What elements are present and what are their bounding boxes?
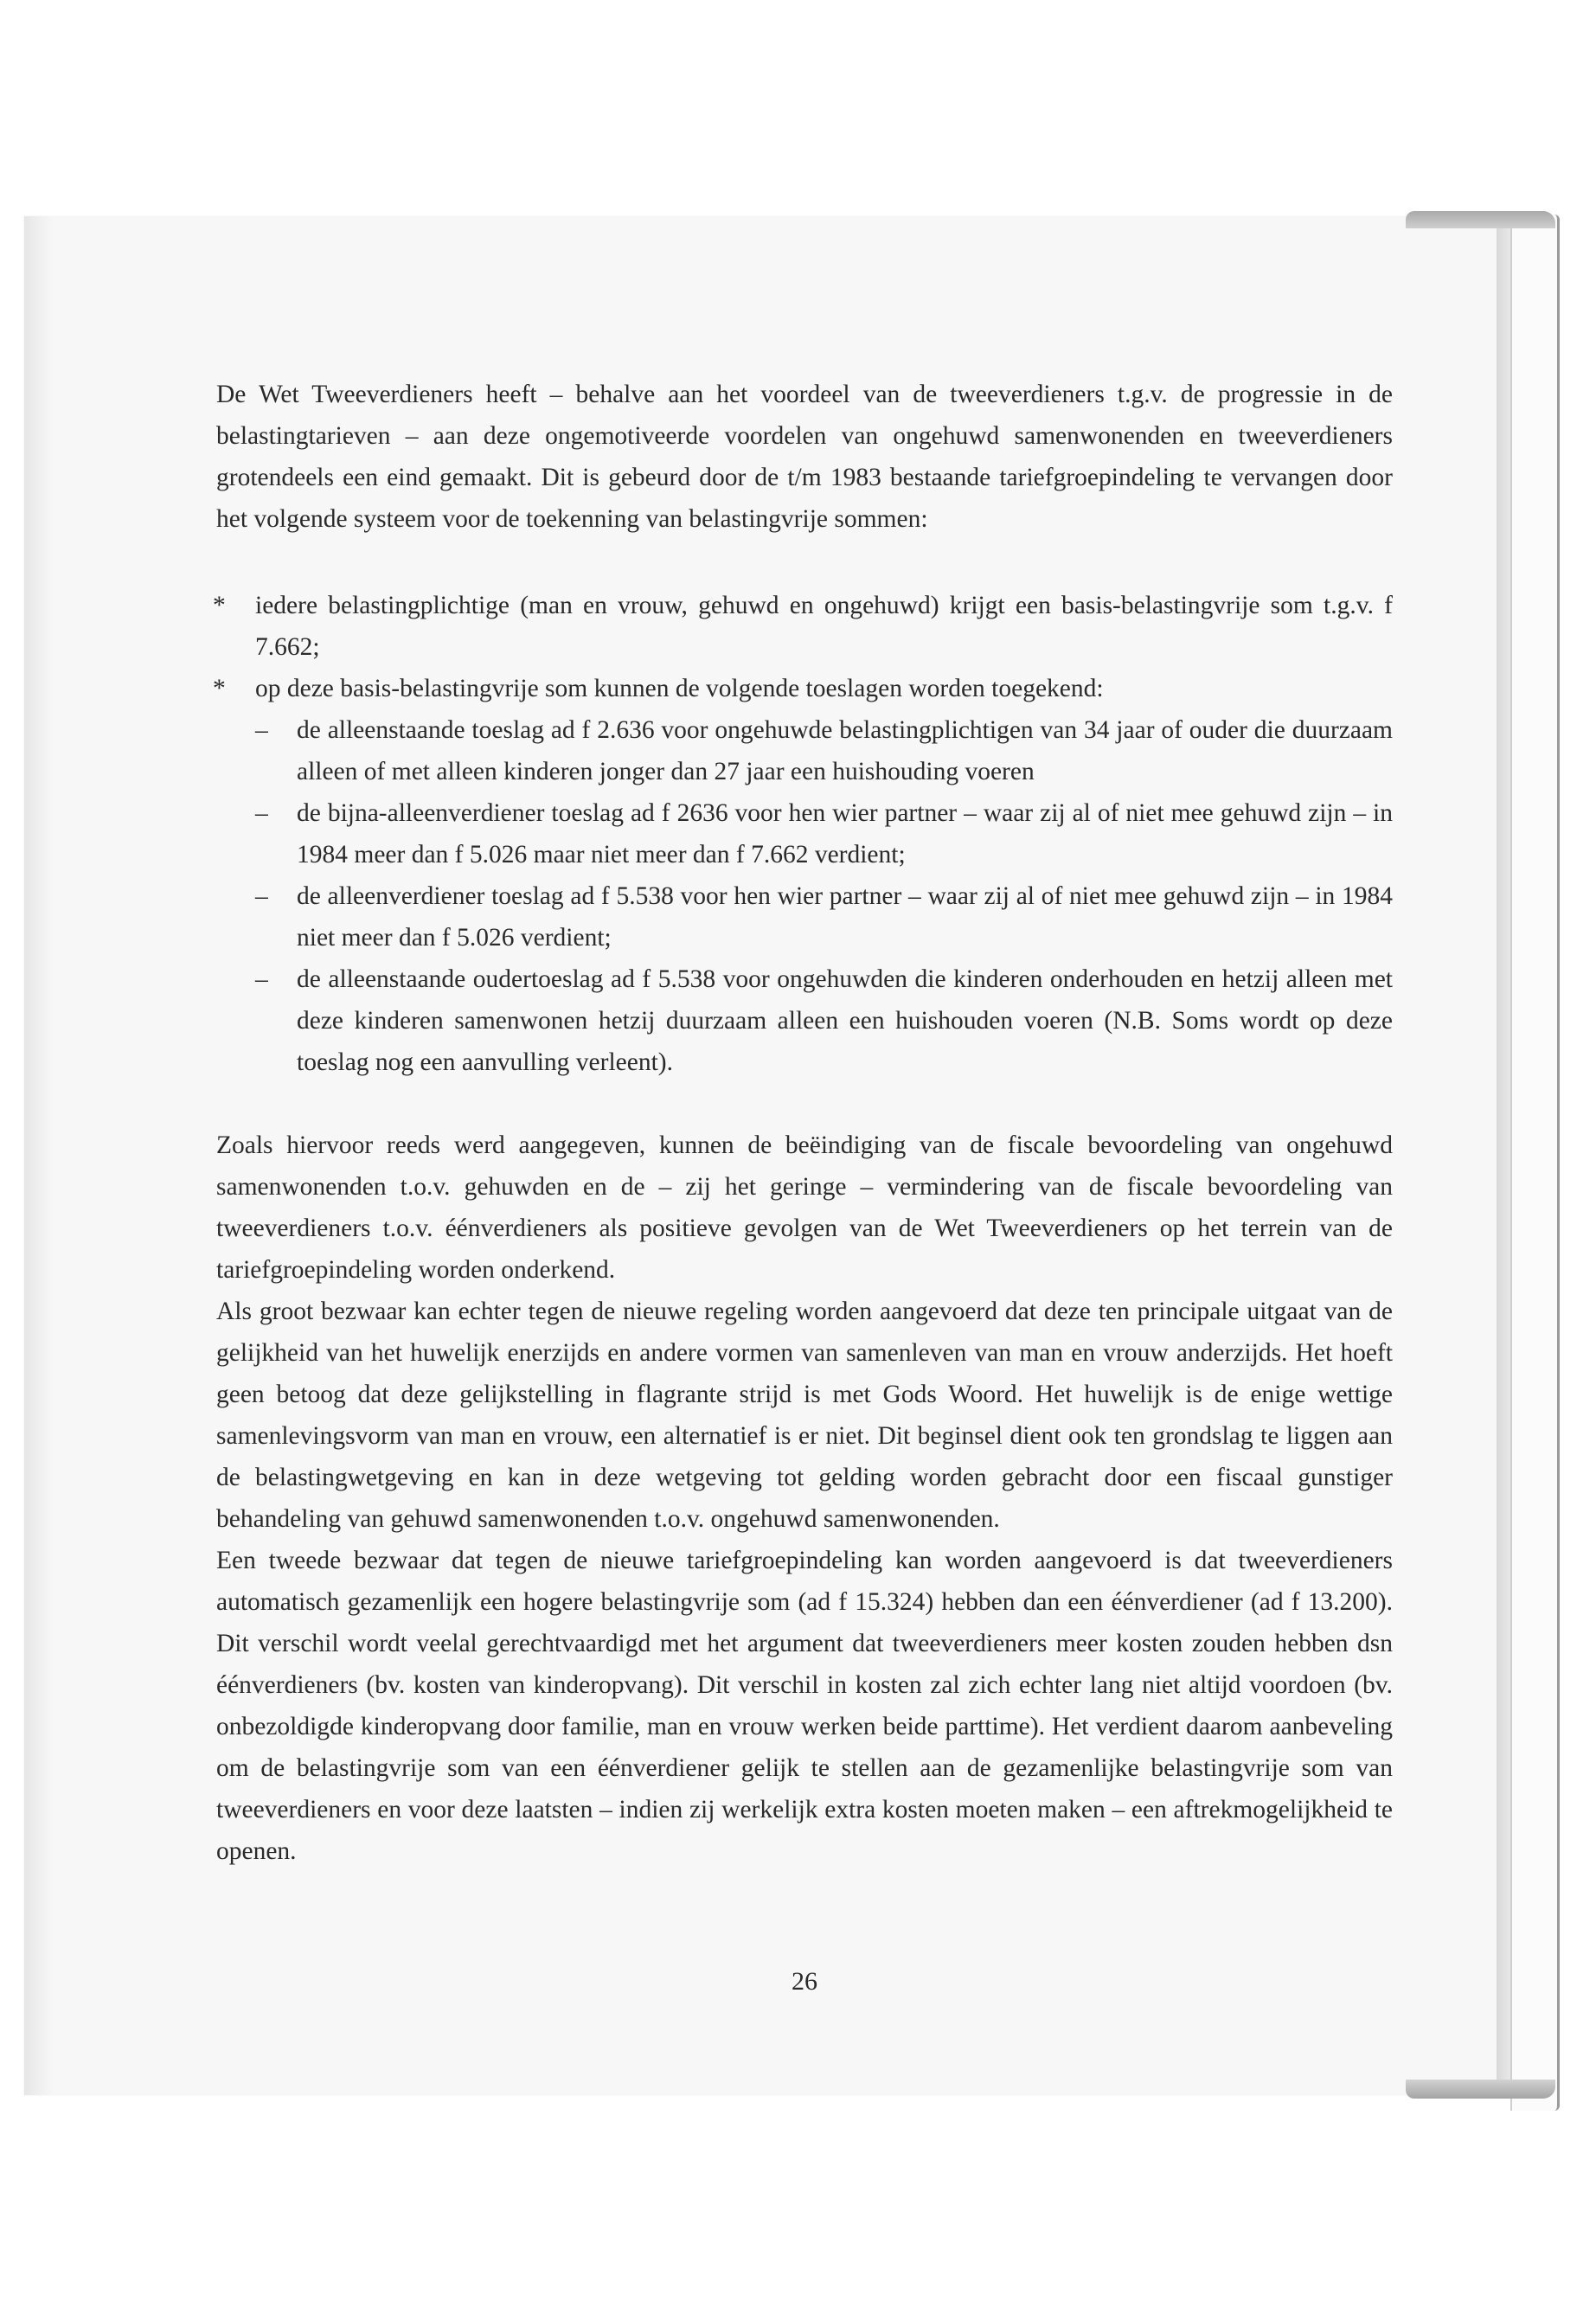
intro-paragraph: De Wet Tweeverdieners heeft – behalve aan het voordeel van de tweeverdieners t.g.v. de progressie in de belastingtarieven – aan deze ongemotiveerde voordelen van ongehuwd samenwonenden en tweeverdieners grotendeels een eind gemaakt. Dit is gebeurd door de t/m 1983 bestaande tariefgroepindeling te vervangen door het volgende systeem voor de toekenning van belastingvrije sommen: [216, 381, 1393, 533]
book-cover-bottom-edge [1406, 2080, 1555, 2099]
sub-list-item [255, 709, 1393, 792]
sub-list-item [255, 875, 1393, 958]
body-paragraph: Zoals hiervoor reeds werd aangegeven, kunnen de beëindiging van de fiscale bevoordeling van ongehuwd samenwonenden t.o.v. gehuwden en de – zij het geringe – vermindering van de fiscale bevoordeling van tweeverdieners t.o.v. éénverdieners als positieve gevolgen van de Wet Tweeverdieners op het terrein van de tariefgroepindeling worden onderkend. [216, 1131, 1393, 1284]
body-paragraph: Een tweede bezwaar dat tegen de nieuwe tariefgroepindeling kan worden aangevoerd is dat tweeverdieners automatisch gezamenlijk een hogere belastingvrije som (ad f 15.324) hebben dan een éénverdiener (ad f 13.200). Dit verschil wordt veelal gerechtvaardigd met het argument dat tweeverdieners meer kosten zouden hebben dsn éénverdieners (bv. kosten van kinderopvang). Dit verschil in kosten zal zich echter lang niet altijd voordoen (bv. onbezoldigde kinderopvang door familie, man en vrouw werken beide parttime). Het verdient daarom aanbeveling om de belastingvrije som van een éénverdiener gelijk te stellen aan de gezamenlijke belastingvrije som van tweeverdieners en voor deze laatsten – indien zij werkelijk extra kosten moeten maken – een aftrekmogelijkheid te openen. [216, 1547, 1393, 1865]
list-item [213, 585, 1393, 668]
dash-bullet: – [255, 716, 268, 744]
sub-list-item-text: de alleenstaande oudertoeslag ad f 5.538 voor ongehuwden die kinderen onderhouden en hetzij alleen met deze kinderen samenwonen hetzij duurzaam alleen een huishouden voeren (N.B. Soms wordt op deze toeslag nog een aanvulling verleent). [297, 965, 1393, 1076]
body-paragraph: Als groot bezwaar kan echter tegen de nieuwe regeling worden aangevoerd dat deze ten principale uitgaat van de gelijkheid van het huwelijk enerzijds en andere vormen van samenleven van man en vrouw anderzijds. Het hoeft geen betoog dat deze gelijkstelling in flagrante strijd is met Gods Woord. Het huwelijk is de enige wettige samenlevingsvorm van man en vrouw, een alternatief is er niet. Dit beginsel dient ook ten grondslag te liggen aan de belastingwetgeving en kan in deze wetgeving tot gelding worden gebracht door een fiscaal gunstiger behandeling van gehuwd samenwonenden t.o.v. ongehuwd samenwonenden. [216, 1298, 1393, 1533]
allowance-list [213, 585, 1393, 1083]
list-item-text: op deze basis-belastingvrije som kunnen de volgende toeslagen worden toegekend: [255, 675, 1104, 702]
dash-bullet: – [255, 882, 268, 910]
page-number: 26 [792, 1967, 817, 1996]
list-item-text: iedere belastingplichtige (man en vrouw, gehuwd en ongehuwd) krijgt een basis-belastingvrije som t.g.v. f 7.662; [255, 592, 1393, 661]
dash-bullet: – [255, 799, 268, 827]
sub-list-item [255, 792, 1393, 875]
sub-list-item-text: de alleenstaande toeslag ad f 2.636 voor ongehuwde belastingplichtigen van 34 jaar of ouder die duurzaam alleen of met alleen kinderen jonger dan 27 jaar een huishouding voeren [297, 716, 1393, 785]
book-cover-top-edge [1406, 211, 1555, 228]
asterisk-bullet: * [213, 592, 226, 619]
dash-bullet: – [255, 965, 268, 993]
list-item [213, 668, 1393, 1083]
page-spine-edge [24, 216, 54, 2095]
sub-list-item-text: de bijna-alleenverdiener toeslag ad f 2636 voor hen wier partner – waar zij al of niet mee gehuwd zijn – in 1984 meer dan f 5.026 maar niet meer dan f 7.662 verdient; [297, 799, 1393, 868]
asterisk-bullet: * [213, 675, 226, 702]
sub-list-item-text: de alleenverdiener toeslag ad f 5.538 voor hen wier partner – waar zij al of niet mee gehuwd zijn – in 1984 niet meer dan f 5.026 verdient; [297, 882, 1393, 952]
sub-list-item [255, 958, 1393, 1083]
book-cover [1510, 215, 1560, 2111]
supplement-list [255, 709, 1393, 1083]
page-stack-edge [1497, 227, 1510, 2086]
page-text-block [213, 374, 1393, 1872]
